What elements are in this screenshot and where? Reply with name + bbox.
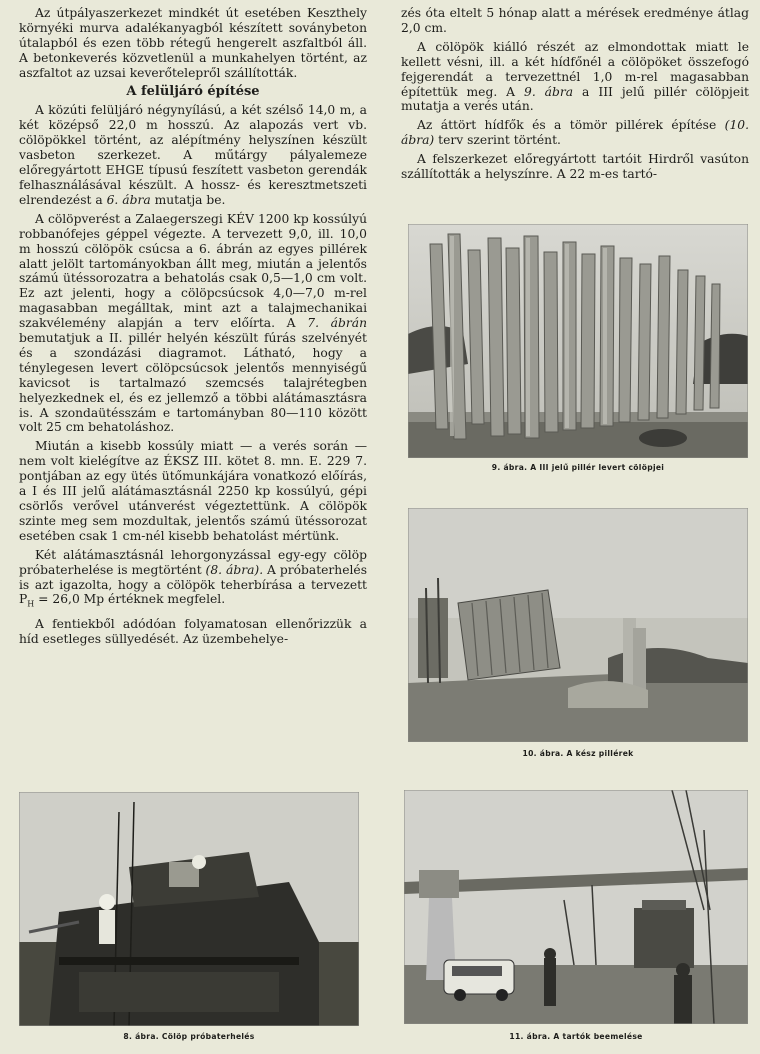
paragraph-redriving: Miután a kisebb kossúly miatt — a verés során — nem volt kielégítve az ÉKSZ III. kötet 8. mn. E. 229 7. pontjában az egy ütés ütőmunkájára vonatkozó előírás, a I és III jelű alátámasztásnál 2250 kp kossúlyú, gépi csörlős verővel utánverést végeztettünk. A cölöpök szinte meg sem mozdultak, jelentős számú ütéssorozat esetében csak 1 cm-nél kisebb behatolást mértünk. bbox=[19, 439, 367, 543]
right-text-column bbox=[401, 6, 749, 186]
figure-ref-6: 6. ábra bbox=[106, 192, 151, 207]
figure-ref-9: 9. ábra bbox=[524, 84, 574, 99]
paragraph-settlement: A fentiekből adódóan folyamatosan ellenőrizzük a híd esetleges süllyedését. Az üzembehelye- bbox=[19, 616, 367, 646]
photo-fig9-piles bbox=[408, 224, 748, 458]
paragraph-abutments: Az áttört hídfők és a tömör pillérek építése (10. ábra) terv szerint történt. bbox=[401, 118, 749, 148]
section-heading: A felüljáró építése bbox=[126, 83, 260, 99]
paragraph-pile-driving: A cölöpverést a Zalaegerszegi KÉV 1200 kp kossúlyú robbanófejes géppel végezte. A tervezett 9,0, ill. 10,0 m hosszú cölöpök csúcsa a 6. ábrán az egyes pillérek alatt jelölt tartományokban állt meg, miután a jelentős számú ütéssorozatra a behatolás csak 0,5—1,0 cm volt. Ez azt jelenti, hogy a cölöpcsúcsok 4,0—7,0 m-rel magasabban megálltak, mint azt a talajmechanikai szakvélemény alapján a terv előírta. A 7. ábrán bemutatjuk a II. pillér helyén készült fúrás szelvényét és a szondázási diagramot. Látható, hogy a ténylegesen levert cölöpcsúcsok jelentős mennyiségű kavicsot is tartalmazó szemcsés talajrétegben helyezkednek el, és ez jellemző a többi alátámasztásra is. A szondaütésszám e tartományban 80—110 között volt 25 cm behatoláshoz. bbox=[19, 211, 367, 435]
photo-fig10-piers bbox=[408, 508, 748, 742]
caption-fig9: 9. ábra. A III jelű pillér levert cölöpjei bbox=[491, 463, 665, 472]
figure-ref-8: (8. ábra). bbox=[205, 562, 264, 577]
left-text-column bbox=[19, 6, 367, 651]
paragraph-load-test: Két alátámasztásnál lehorgonyzással egy-egy cölöp próbaterhelése is megtörtént (8. ábra). A próbaterhelés is azt igazolta, hogy a cölöpök teherbírása a tervezett $P_H = 26,0$ Mp értéknek megfelel. bbox=[19, 547, 368, 609]
photo-fig8-load-test bbox=[19, 792, 359, 1026]
caption-fig8: 8. ábra. Cölöp próbaterhelés bbox=[123, 1032, 255, 1041]
figure-ref-10: (10. ábra) bbox=[401, 118, 749, 148]
paragraph-pile-cutting: A cölöpök kiálló részét az elmondottak miatt le kellett vésni, ill. a két hídfőnél a cölöpöket összefogó fejgerendát a tervezettnél 1,0 m-rel magasabban építettük meg. A 9. ábra a III jelű pillér cölöpjeit mutatja a verés után. bbox=[401, 39, 749, 114]
figure-ref-7: 7. ábrán bbox=[307, 316, 367, 331]
paragraph-measurement: zés óta eltelt 5 hónap alatt a mérések eredménye átlag 2,0 cm. bbox=[401, 6, 749, 35]
caption-fig10: 10. ábra. A kész pillérek bbox=[522, 749, 634, 758]
paragraph-overpass: A közúti felüljáró négynyílású, a két szélső 14,0 m, a két középső 22,0 m hosszú. Az alapozás vert vb. cölöpökkel történt, az alépítmény helyszínen készült vasbeton szerkezet. A műtárgy pályalemeze előregyártott EHGE típusú feszített vasbeton gerendák felhasználásával készült. A hossz- és keresztmetszeti elrendezést a 6. ábra mutatja be. bbox=[19, 103, 367, 207]
caption-fig11: 11. ábra. A tartók beemelése bbox=[509, 1032, 643, 1041]
paragraph-girders: A felszerkezet előregyártott tartóit Hirdről vasúton szállították a helyszínre. A 22 m-es tartó- bbox=[401, 152, 749, 182]
photo-fig11-girder-lifting bbox=[404, 790, 748, 1024]
paragraph-road-structure: Az útpályaszerkezet mindkét út esetében Keszthely környéki murva adalékanyagból készített soványbeton útalapból és ezen több rétegű hengerelt aszfaltból áll. A betonkeverés közvetlenül a munkahelyen történt, az aszfaltot az uzsai keverőtelepről szállították. bbox=[19, 6, 367, 80]
